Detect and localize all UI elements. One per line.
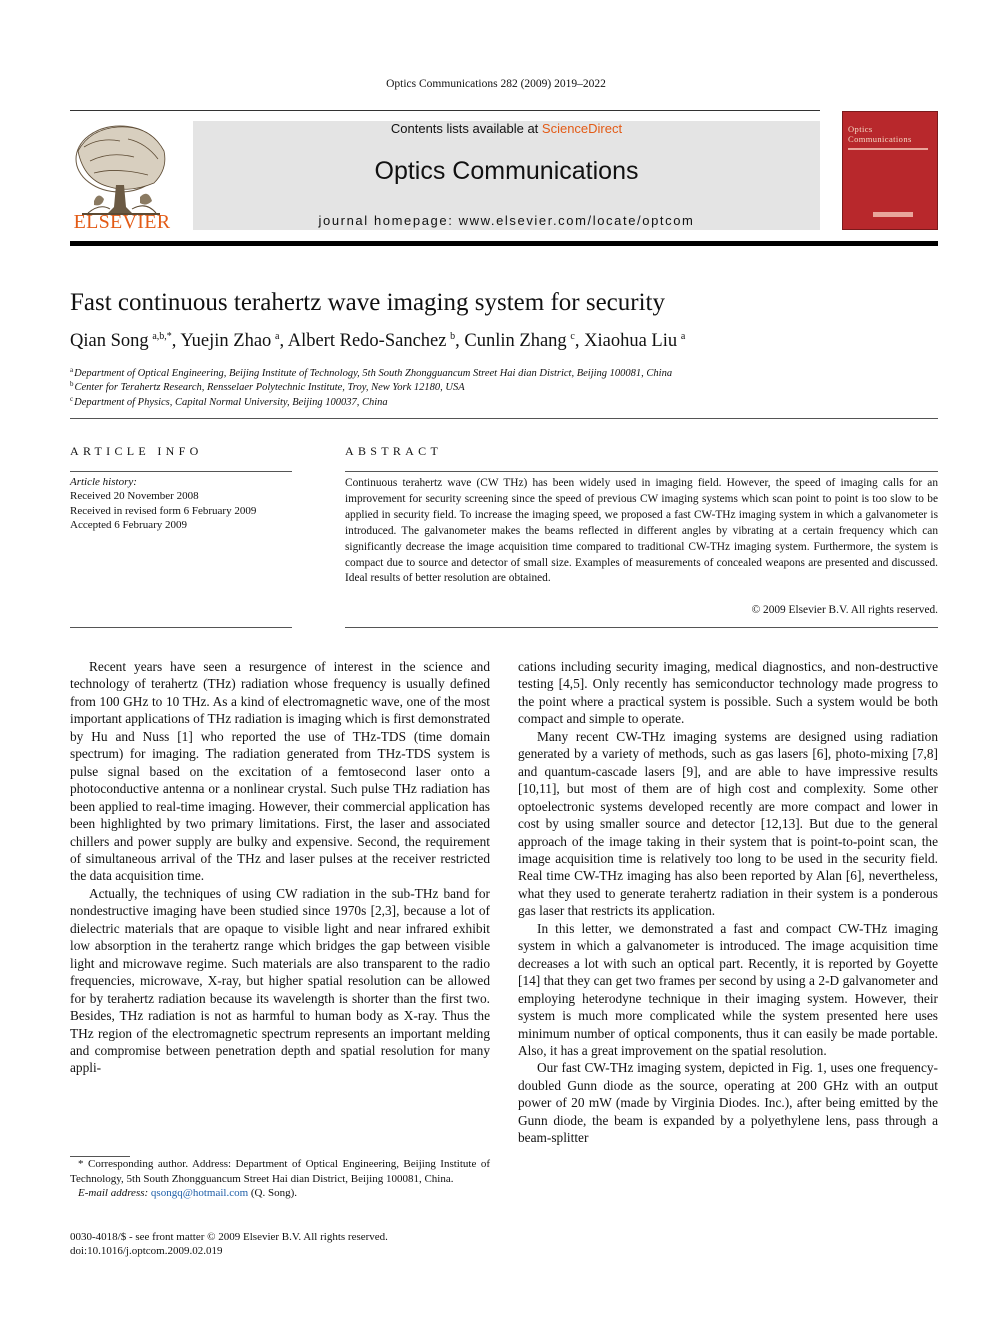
history-item: Received in revised form 6 February 2009 [70, 505, 257, 517]
cover-publisher-mark [873, 212, 913, 217]
history-label: Article history: [70, 476, 137, 488]
body-paragraph: Our fast CW-THz imaging system, depicted in Fig. 1, uses one frequency-doubled Gunn diode as the source, operating at 200 GHz with an output power of 20 mW (made by Virginia Diodes. Inc.), after being emitted by the Gunn diode, the beam is expanded by a polyethylene lens, pass through a beam-splitter [518, 1060, 938, 1146]
affiliation [70, 366, 672, 379]
journal-name: Optics Communications [374, 157, 639, 185]
cover-title [848, 124, 936, 144]
author-affil-mark: a,b,* [152, 331, 172, 342]
divider [345, 471, 938, 472]
sciencedirect-link[interactable]: ScienceDirect [541, 121, 623, 136]
affiliation [70, 380, 465, 393]
copyright-line: © 2009 Elsevier B.V. All rights reserved. [751, 604, 938, 616]
body-paragraph: cations including security imaging, medical diagnostics, and non-destructive testing [4,5]. Only recently has semiconductor technology made progress to the point where a practical system is possible. Such a system would be both compact and simple to operate. [518, 659, 938, 727]
body-paragraph: Recent years have seen a resurgence of interest in the science and technology of terahertz (THz) radiation whose frequency is usually defined from 100 GHz to 10 THz. As a kind of electromagnetic wave, one of the most important applications of THz radiation is imaging which is first demonstrated by Hu and Nuss [1] who reported the use of THz-TDS (time domain spectrum) for imaging. The radiation generated from THz-TDS system is pulse signal based on the excitation of a femtosecond laser onto a photoconductive antenna or a nonlinear crystal. Such pulse THz radiation has been applied to real-time imaging. However, their commercial application has been highlighted by two primary limitations. First, the laser and associated chillers and power supply are bulky and expensive. Second, the requirement of simultaneous arrival of the THz and laser pulses at the receiver restricted the data acquisition time. [70, 659, 490, 884]
affiliation-text: Department of Physics, Capital Normal University, Beijing 100037, China [74, 397, 388, 408]
doi-line[interactable]: doi:10.1016/j.optcom.2009.02.019 [70, 1245, 223, 1257]
article-info-heading: ARTICLE INFO [70, 444, 203, 458]
body-column-right [518, 658, 938, 1147]
author-name[interactable]: Qian Song [70, 331, 149, 351]
cover-title-line-1: Optics [848, 124, 873, 134]
history-item: Received 20 November 2008 [70, 490, 199, 502]
body-column-left [70, 658, 490, 1077]
issn-line: 0030-4018/$ - see front matter © 2009 Elsevier B.V. All rights reserved. [70, 1231, 388, 1243]
body-paragraph: Many recent CW-THz imaging systems are designed using radiation generated by a variety of methods, such as gas lasers [6], photo-mixing [7,8] and quantum-cascade lasers [9], and are able to have impressive results [10,11], but most of them are of high cost and complexity. Some other optoelectronic systems developed recently are more compact and lower in cost by using smaller source and detector [12,13]. But due to the general approach of the image taking in their system that is point-to-point scan, the image acquisition time is relatively too long to be used in the security field. Real time CW-THz imaging has also been reported by Alan [6], nevertheless, what they used to generate terahertz radiation in their system is a ponderous gas laser that restricts its application. [518, 728, 938, 919]
elsevier-wordmark: ELSEVIER [73, 211, 171, 233]
divider [70, 471, 292, 472]
cover-stripe [848, 148, 928, 150]
email-suffix: (Q. Song). [248, 1187, 298, 1200]
affiliation-mark: b [70, 380, 74, 388]
author-affil-mark: a [275, 331, 280, 342]
footnote [70, 1157, 490, 1201]
contents-line [193, 121, 820, 136]
author-name[interactable]: Albert Redo-Sanchez [287, 331, 447, 351]
email-label: E-mail address: [78, 1187, 151, 1200]
affiliation [70, 395, 388, 408]
body-paragraph: In this letter, we demonstrated a fast and compact CW-THz imaging system in which a galvanometer is introduced. The image acquisition time decreases a lot with such an optical part. Recently, it is reported by Goyette [14] that they can get two frames per second by using a 2-D galvanometer and employing heterodyne technique in their imaging system. However, their system is much more complicated while the system presented here uses minimum number of optical components, thus it can easily be made portable. Also, it has a great improvement on the spatial resolution. [518, 920, 938, 1058]
email-link[interactable]: qsongq@hotmail.com [150, 1187, 249, 1200]
author-affil-mark: c [570, 331, 575, 342]
article-title: Fast continuous terahertz wave imaging system for security [70, 289, 665, 316]
top-rule [70, 110, 820, 111]
history-item: Accepted 6 February 2009 [70, 519, 187, 531]
corresponding-author-note: * Corresponding author. Address: Department of Optical Engineering, Beijing Institute of Technology, 5th South Zhongguancum Street Hai dian District, Beijing 100081, China. [70, 1158, 490, 1185]
divider [345, 627, 938, 628]
author-name[interactable]: Cunlin Zhang [464, 331, 567, 351]
contents-prefix: Contents lists available at [390, 121, 542, 136]
author-list: Qian Song $^{a,b,*}$, Yuejin Zhao $^a$, Albert Redo-Sanchez $^b$, Cunlin Zhang $^c$, Xiaohua Liu $^a$ [70, 331, 686, 351]
author-name[interactable]: Xiaohua Liu [584, 331, 678, 351]
divider [70, 627, 292, 628]
affiliation-text: Department of Optical Engineering, Beijing Institute of Technology, 5th South Zhongguancum Street Hai dian District, Beijing 100081, China [74, 368, 673, 379]
author-affil-mark: b [450, 331, 456, 342]
running-head: Optics Communications 282 (2009) 2019–2022 [386, 78, 606, 90]
affiliation-mark: c [70, 395, 74, 403]
author-affil-mark: a [680, 331, 686, 342]
journal-homepage[interactable]: journal homepage: www.elsevier.com/locate/optcom [318, 213, 695, 228]
abstract-heading: ABSTRACT [345, 444, 443, 458]
cover-title-line-2: Communications [848, 134, 912, 144]
author-name[interactable]: Yuejin Zhao [180, 331, 272, 351]
masthead-rule [70, 241, 938, 246]
affiliation-mark: a [70, 366, 74, 374]
divider [70, 418, 938, 419]
affiliation-text: Center for Terahertz Research, Rensselaer Polytechnic Institute, Troy, New York 12180, USA [74, 382, 465, 393]
body-paragraph: Actually, the techniques of using CW radiation in the sub-THz band for nondestructive imaging have been studied since 1970s [2,3], because a lot of dielectric materials that are opaque to visible light and near infrared exhibit low absorption in the terahertz range which bridges the gap between visible light and microwave regime. Such materials are also transparent to the radio frequencies, microwave, X-ray, but higher spatial resolution can be allowed for by terahertz radiation because its wavelength is shorter than the first two. Besides, THz radiation is not as harmful to human body as X-ray. Thus the THz region of the electromagnetic spectrum represents an important melding and compromise between penetration depth and spatial resolution for many appli- [70, 885, 490, 1076]
abstract-text: Continuous terahertz wave (CW THz) has been widely used in imaging field. However, the speed of imaging calls for an improvement for security screening since the speed of previous CW imaging systems which scan point to point is too slow to be applied in security field. To increase the imaging speed, we proposed a fast CW-THz imaging system in which a galvanometer is introduced. The galvanometer makes the beams reflected in different angles by vibrating at a certain frequency which can significantly decrease the image acquisition time compared to traditional CW-THz imaging system. Furthermore, the system is compact due to source and detector of small size. Examples of measurements of concealed weapons are presented and discussed. Ideal results of better resolution are obtained. [345, 477, 938, 585]
